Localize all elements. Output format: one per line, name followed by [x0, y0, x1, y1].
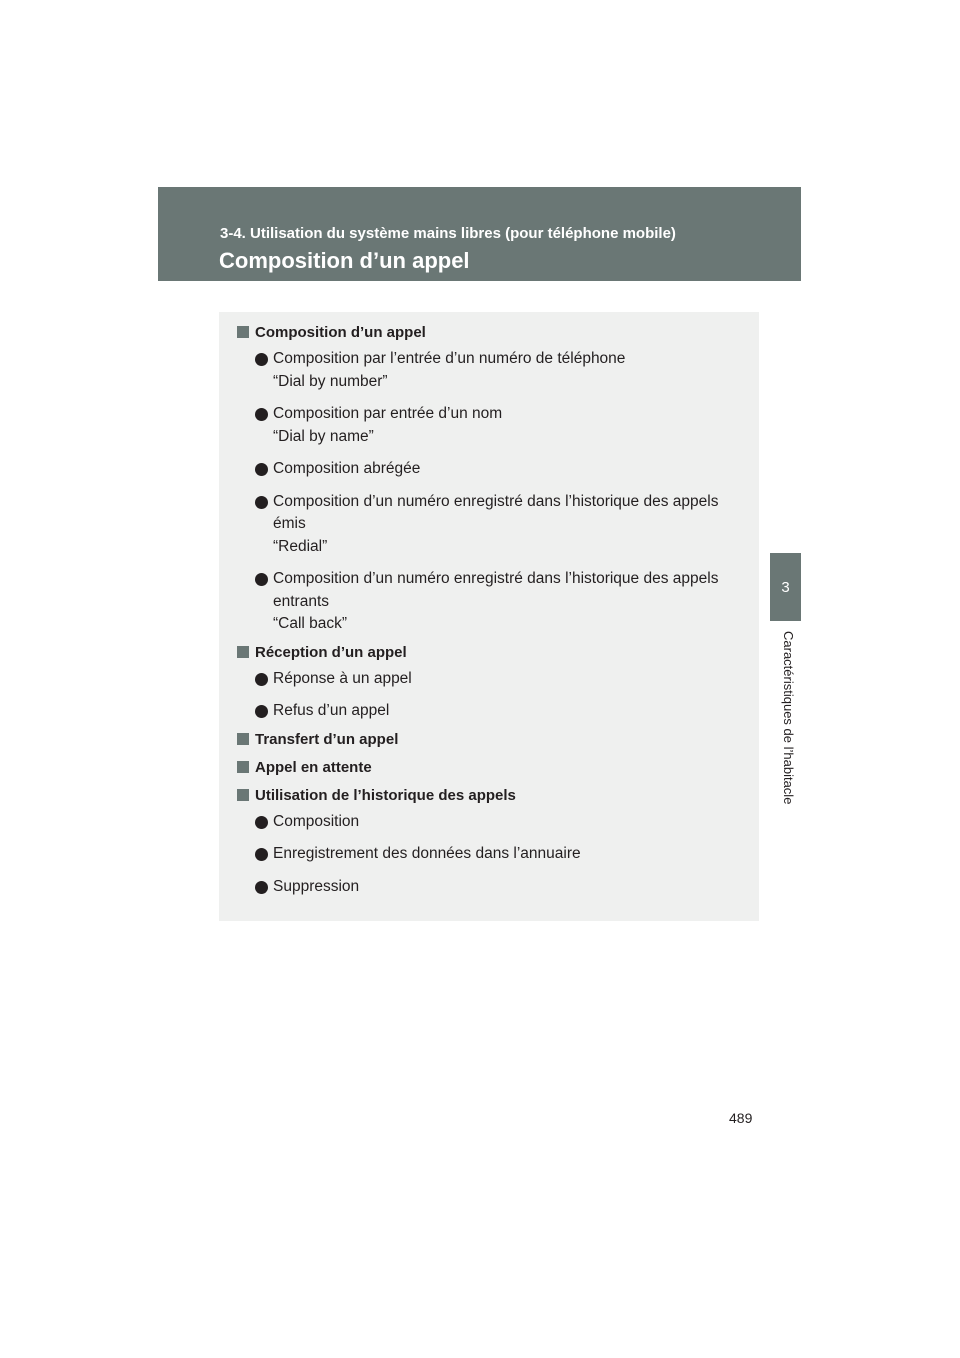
section-heading [237, 642, 737, 664]
square-bullet-icon [237, 789, 249, 801]
round-bullet-icon [255, 353, 268, 366]
list-item [255, 458, 737, 481]
chapter-number-tab: 3 [770, 553, 801, 621]
square-bullet-icon [237, 733, 249, 745]
list-item-line: Composition [273, 812, 360, 830]
list-item [255, 700, 737, 723]
list-item [255, 491, 737, 559]
list-item-line: “Dial by name” [273, 427, 374, 445]
round-bullet-icon [255, 496, 268, 509]
list-item-text [273, 811, 359, 834]
page-header [158, 187, 801, 281]
section-title: Réception d’un appel [255, 643, 407, 661]
list-item-line: Composition par entrée d’un nom [273, 405, 503, 422]
contents-panel [219, 312, 759, 921]
page-number: 489 [729, 1110, 753, 1126]
list-item-line: entrants [273, 592, 330, 610]
list-item-line: Enregistrement des données dans l’annuaire [273, 845, 581, 862]
list-item-text [273, 876, 359, 899]
list-item-text [273, 348, 625, 393]
list-item-text [273, 668, 412, 691]
square-bullet-icon [237, 326, 249, 338]
square-bullet-icon [237, 646, 249, 658]
list-item [255, 668, 737, 691]
section-title: Utilisation de l’historique des appels [255, 786, 516, 804]
round-bullet-icon [255, 463, 268, 476]
list-item [255, 568, 737, 636]
section-heading [237, 785, 737, 807]
round-bullet-icon [255, 573, 268, 586]
list-item-line: Refus d’un appel [273, 702, 390, 719]
square-bullet-icon [237, 761, 249, 773]
list-item-text [273, 843, 581, 866]
round-bullet-icon [255, 705, 268, 718]
page-title: Composition d’un appel [219, 248, 470, 273]
list-item-text [273, 568, 718, 636]
list-item [255, 811, 737, 834]
list-item-text [273, 403, 502, 448]
list-item-line: émis [273, 515, 306, 532]
list-item [255, 843, 737, 866]
section-heading [237, 322, 737, 344]
list-item [255, 876, 737, 899]
list-item-line: “Dial by number” [273, 372, 388, 390]
list-item-text [273, 491, 718, 559]
list-item-line: Composition abrégée [273, 460, 421, 477]
round-bullet-icon [255, 673, 268, 686]
section-title: Composition d’un appel [255, 324, 426, 341]
list-item-text [273, 700, 389, 723]
round-bullet-icon [255, 816, 268, 829]
list-item-line: Composition d’un numéro enregistré dans l’historique des appels [273, 492, 719, 510]
list-item [255, 403, 737, 448]
list-item-line: Réponse à un appel [273, 669, 412, 687]
list-item-line: Suppression [273, 877, 360, 895]
list-item-text [273, 458, 420, 481]
contents-list [237, 322, 737, 898]
round-bullet-icon [255, 881, 268, 894]
section-label: 3-4. Utilisation du système mains libres (pour téléphone mobile) [220, 225, 676, 242]
section-heading [237, 729, 737, 751]
list-item-line: “Redial” [273, 537, 328, 555]
list-item-line: Composition d’un numéro enregistré dans l’historique des appels [273, 570, 719, 587]
list-item [255, 348, 737, 393]
chapter-label: Caractéristiques de l’habitacle [781, 631, 796, 805]
section-heading [237, 757, 737, 779]
section-title: Transfert d’un appel [255, 730, 399, 748]
section-title: Appel en attente [255, 758, 372, 776]
list-item-line: “Call back” [273, 615, 348, 632]
round-bullet-icon [255, 408, 268, 421]
list-item-line: Composition par l’entrée d’un numéro de téléphone [273, 350, 626, 367]
round-bullet-icon [255, 848, 268, 861]
